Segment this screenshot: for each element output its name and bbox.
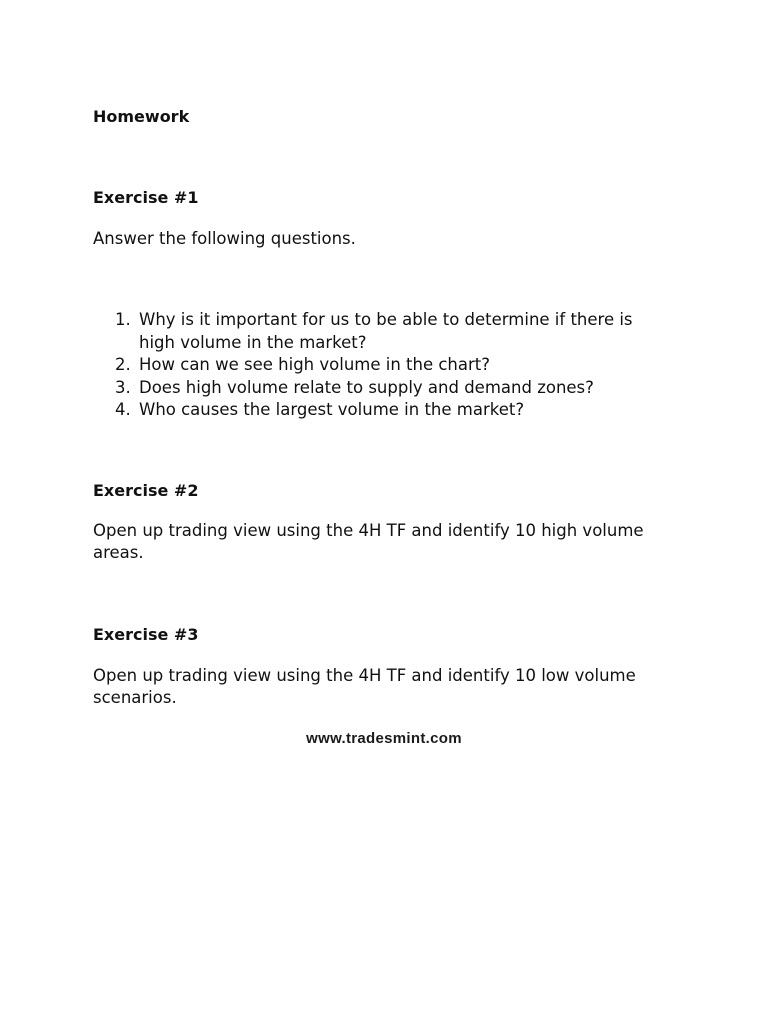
list-item bbox=[93, 399, 673, 422]
exercise-1-heading: Exercise #1 bbox=[93, 188, 199, 207]
list-item-number: 1. bbox=[115, 310, 131, 329]
exercise-1-instruction: Answer the following questions. bbox=[93, 229, 356, 248]
list-item-number: 3. bbox=[115, 377, 131, 397]
list-item bbox=[93, 354, 673, 377]
list-item-number: 4. bbox=[115, 400, 131, 419]
question-list bbox=[93, 309, 673, 422]
list-item-text: How can we see high volume in the chart? bbox=[139, 355, 491, 374]
exercise-3-instruction: Open up trading view using the 4H TF and identify 10 low volume scenarios. bbox=[93, 666, 636, 707]
exercise-2-instruction: Open up trading view using the 4H TF and identify 10 high volume areas. bbox=[93, 521, 644, 562]
list-item-text: Does high volume relate to supply and demand zones? bbox=[139, 377, 594, 397]
exercise-2-heading: Exercise #2 bbox=[93, 481, 199, 500]
list-item bbox=[93, 377, 673, 400]
list-item-text: Who causes the largest volume in the market? bbox=[139, 400, 525, 419]
document-title: Homework bbox=[93, 107, 190, 126]
footer-website-link[interactable]: www.tradesmint.com bbox=[306, 730, 462, 747]
exercise-3-heading: Exercise #3 bbox=[93, 625, 199, 644]
list-item-number: 2. bbox=[115, 355, 131, 374]
list-item bbox=[93, 309, 673, 354]
list-item-text: Why is it important for us to be able to determine if there is high volume in the market? bbox=[139, 310, 633, 352]
